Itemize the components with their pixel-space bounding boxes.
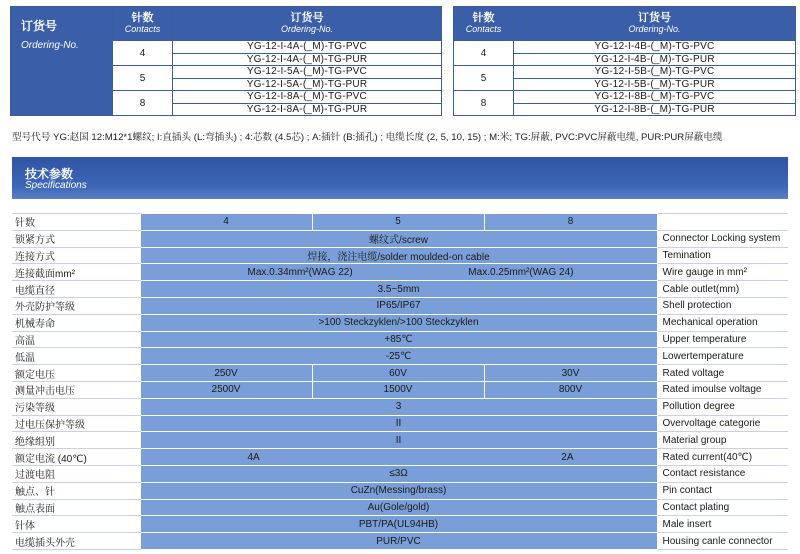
spec-label-cn: 触点、针 [12,482,140,499]
part-number: YG-12-I-5B-(_M)-TG-PVC [514,66,796,79]
spec-value: CuZn(Messing/brass) [140,482,657,499]
spec-row [12,348,788,365]
spec-label-cn: 触点表面 [12,499,140,516]
contacts-header-cn: 针数 [131,12,154,24]
spec-label-cn: 低温 [12,348,140,365]
part-number: YG-12-I-4B-(_M)-TG-PVC [514,41,796,54]
part-number: YG-12-I-8A-(_M)-TG-PUR [173,103,442,116]
spec-value: Au(Gole/gold) [140,499,657,516]
spec-label-en: Shell protection [657,297,788,314]
order-header-cn: 订货号 [290,12,324,24]
contacts-cell: 4 [454,41,514,66]
spec-label-en: Wire gauge in mm² [657,264,788,281]
spec-row [12,516,788,533]
ordering-label-cn: 订货号 [21,19,58,33]
specifications-title-en: Specifications [25,180,87,191]
spec-value: PBT/PA(UL94HB) [140,516,657,533]
spec-value: 2500V [140,381,312,398]
spec-row [12,415,788,432]
part-number: YG-12-I-4A-(_M)-TG-PVC [173,41,442,54]
spec-label-en: Pollution degree [657,398,788,415]
model-code-note: 型号代号 YG:赵国 12:M12*1螺纹; I:直插头 (L:弯插头) ; 4:芯数 (4.5芯) ; A:插针 (B:插孔) ; 电缆长度 (2, 5, 10, 15) ; M:米; TG:屏蔽, PVC:PVC屏蔽电缆, PUR:PUR屏蔽电缆 [12,132,723,143]
ordering-table-left [10,6,442,116]
part-number: YG-12-I-5A-(_M)-TG-PUR [173,78,442,91]
spec-label-cn: 污染等级 [12,398,140,415]
spec-label-en: Cable outlet(mm) [657,281,788,298]
spec-label-cn: 额定电流 (40℃) [12,449,140,466]
spec-row [12,449,788,466]
spec-label-en: Rated imoulse voltage [657,381,788,398]
spec-label-cn: 过渡电阻 [12,465,140,482]
order-header-en: Ordering-No. [280,24,334,34]
spec-value-split [140,449,657,466]
spec-label-en: Overvoltage categorie [657,415,788,432]
specifications-table [12,213,788,550]
spec-label-cn: 绝缘组别 [12,432,140,449]
spec-value: +85℃ [140,331,657,348]
spec-value: 3 [140,398,657,415]
ordering-label [11,7,113,116]
spec-value: 2A [561,451,574,463]
spec-value: ≤3Ω [140,465,657,482]
order-header [173,7,442,41]
contacts-header [454,7,514,41]
spec-row [12,499,788,516]
spec-label-en: Housing canle connector [657,533,788,550]
spec-label-en: Lowertemperature [657,348,788,365]
spec-row [12,432,788,449]
part-number: YG-12-I-8B-(_M)-TG-PVC [514,91,796,104]
spec-label-en: Connector Locking system [657,230,788,247]
specifications-title-cn: 技术参数 [25,167,74,181]
contacts-cell: 8 [113,91,173,116]
spec-label-en: Mechanical operation [657,314,788,331]
spec-row [12,247,788,264]
spec-row [12,465,788,482]
spec-value: PUR/PVC [140,533,657,550]
part-number: YG-12-I-5B-(_M)-TG-PUR [514,78,796,91]
contacts-header-cn: 针数 [472,12,495,24]
spec-value: 5 [312,214,484,231]
spec-label-cn: 测量冲击电压 [12,381,140,398]
spec-value: II [140,415,657,432]
spec-value: 4A [247,451,260,463]
spec-label-cn: 电缆直径 [12,281,140,298]
order-header-cn: 订货号 [638,12,671,24]
spec-value: 焊接，浇注电缆/solder moulded-on cable [140,247,657,264]
spec-row [12,398,788,415]
part-number: YG-12-I-8B-(_M)-TG-PUR [514,103,796,116]
spec-label-cn: 电缆插头外壳 [12,533,140,550]
spec-value: 螺纹式/screw [140,230,657,247]
spec-label-cn: 锁紧方式 [12,230,140,247]
spec-value-split [140,264,657,281]
spec-label-cn: 额定电压 [12,365,140,382]
spec-label-cn: 过电压保护等级 [12,415,140,432]
part-number: YG-12-I-4B-(_M)-TG-PUR [514,53,796,66]
order-header [514,7,796,41]
spec-value: II [140,432,657,449]
spec-label-cn: 连接方式 [12,247,140,264]
spec-row [12,281,788,298]
spec-label-cn: 外壳防护等级 [12,297,140,314]
spec-label-cn: 机械寿命 [12,314,140,331]
part-number: YG-12-I-5A-(_M)-TG-PVC [173,66,442,79]
spec-row [12,381,788,398]
spec-value: 3.5~5mm [140,281,657,298]
spec-value: 8 [484,214,657,231]
spec-label-cn: 连接截面mm² [12,264,140,281]
spec-label-en: Male insert [657,516,788,533]
order-header-en: Ordering-No. [628,24,681,34]
spec-value: 60V [312,365,484,382]
contacts-header-en: Contacts [465,24,502,34]
spec-row [12,331,788,348]
spec-label-en: Rated voltage [657,365,788,382]
spec-label-en: Upper temperature [657,331,788,348]
ordering-label-en: Ordering-No. [21,40,79,51]
spec-value: -25℃ [140,348,657,365]
specifications-banner [12,157,788,199]
contacts-cell: 5 [113,66,173,91]
spec-label-cn: 针数 [12,214,140,231]
contacts-header [113,7,173,41]
spec-label-en [657,214,788,231]
spec-value: Max.0.25mm²(WAG 24) [468,266,574,278]
spec-row [12,230,788,247]
contacts-cell: 5 [454,66,514,91]
spec-value: 1500V [312,381,484,398]
contacts-cell: 8 [454,91,514,116]
spec-row [12,533,788,550]
spec-label-en: Material group [657,432,788,449]
spec-row [12,314,788,331]
spec-value: Max.0.34mm²(WAG 22) [247,266,353,278]
spec-label-en: Pin contact [657,482,788,499]
contacts-header-en: Contacts [124,24,161,34]
spec-value: 4 [140,214,312,231]
spec-value: 30V [484,365,657,382]
spec-label-en: Temination [657,247,788,264]
spec-value: 800V [484,381,657,398]
spec-value: 250V [140,365,312,382]
spec-row [12,214,788,231]
spec-label-en: Contact resistance [657,465,788,482]
spec-value: IP65/IP67 [140,297,657,314]
spec-label-en: Contact plating [657,499,788,516]
spec-row [12,264,788,281]
spec-row [12,482,788,499]
spec-label-cn: 高温 [12,331,140,348]
part-number: YG-12-I-8A-(_M)-TG-PVC [173,91,442,104]
spec-label-en: Rated current(40℃) [657,449,788,466]
ordering-table-right [453,6,796,116]
spec-label-cn: 针体 [12,516,140,533]
contacts-cell: 4 [113,41,173,66]
part-number: YG-12-I-4A-(_M)-TG-PUR [173,53,442,66]
spec-row [12,297,788,314]
spec-value: >100 Steckzyklen/>100 Steckzyklen [140,314,657,331]
spec-row [12,365,788,382]
